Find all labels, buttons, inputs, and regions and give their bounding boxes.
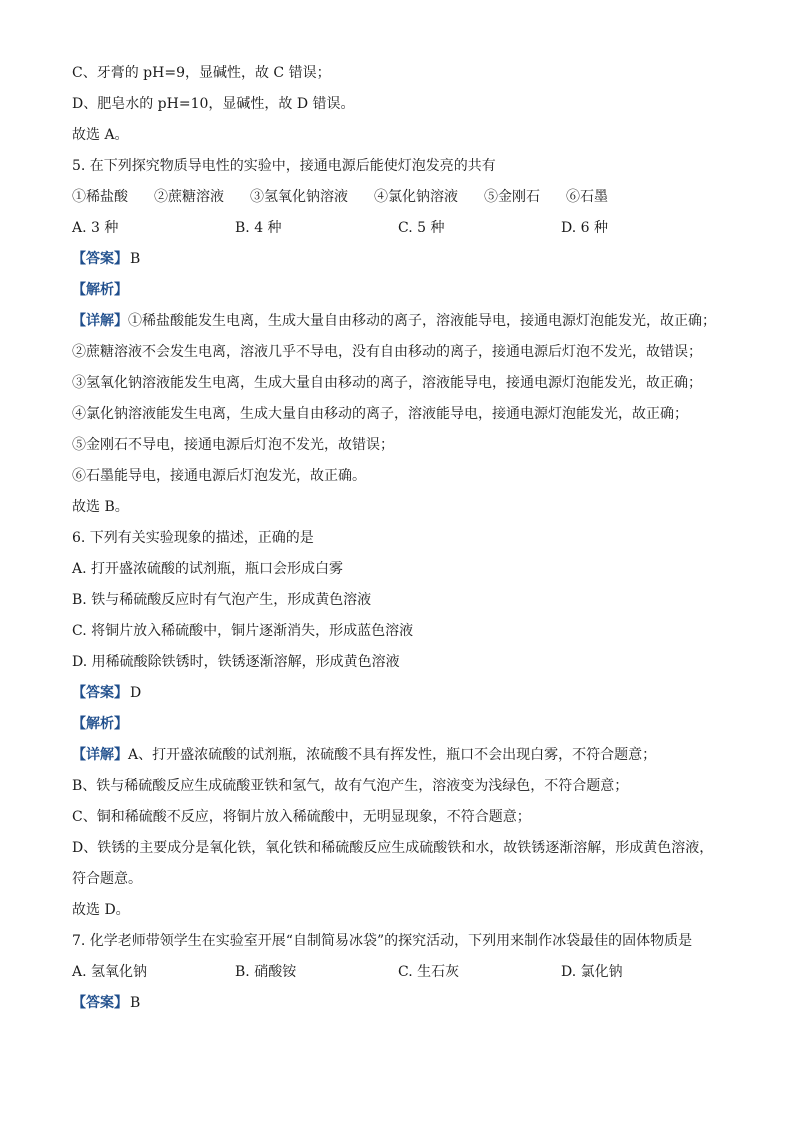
q5-stem: 5. 在下列探究物质导电性的实验中，接通电源后能使灯泡发亮的共有 (72, 158, 496, 174)
q7-option-b: B. 硝酸铵 (235, 964, 297, 980)
q7-option-a: A. 氢氧化钠 (72, 964, 148, 980)
q6-option-c: C. 将铜片放入稀硫酸中，铜片逐渐消失，形成蓝色溶液 (72, 623, 414, 639)
q6-stem: 6. 下列有关实验现象的描述，正确的是 (72, 530, 314, 546)
q5-detail-6: ⑥石墨能导电，接通电源后灯泡发光，故正确。 (72, 468, 366, 484)
q7-option-d: D. 氯化钠 (561, 964, 623, 980)
q7-answer (72, 988, 732, 1019)
q6-detail-4: D、铁锈的主要成分是氧化铁，氧化铁和稀硫酸反应生成硫酸铁和水，故铁锈逐渐溶解，形成黄色溶液， (72, 840, 714, 856)
q6-detail-1 (72, 740, 732, 771)
q5-option-b: B. 4 种 (235, 220, 282, 236)
q5-option-a: A. 3 种 (72, 220, 119, 236)
q7-stem: 7. 化学老师带领学生在实验室开展“自制简易冰袋”的探究活动，下列用来制作冰袋最佳的固体物质是 (72, 933, 693, 949)
q7-answer-tag: 【答案】 (72, 995, 128, 1011)
q6-detail-3: C、铜和稀硫酸不反应，将铜片放入稀硫酸中，无明显现象，不符合题意； (72, 809, 531, 825)
q6-detail-text-1: A、打开盛浓硫酸的试剂瓶，浓硫酸不具有挥发性，瓶口不会出现白雾，不符合题意； (128, 747, 657, 763)
q5-option-c: C. 5 种 (398, 220, 445, 236)
q5-analysis (72, 275, 732, 306)
q5-detail-2: ②蔗糖溶液不会发生电离，溶液几乎不导电，没有自由移动的离子，接通电源后灯泡不发光，故错误； (72, 344, 702, 360)
q5-conclusion: 故选 B。 (72, 499, 129, 515)
q5-items (72, 182, 732, 213)
q5-analysis-tag: 【解析】 (72, 282, 128, 298)
q5-options (72, 213, 732, 244)
q6-detail-5: 符合题意。 (72, 871, 142, 887)
q5-item-6: ⑥石墨 (566, 189, 608, 205)
q5-item-3: ③氢氧化钠溶液 (250, 189, 348, 205)
q5-detail-text-1: ①稀盐酸能发生电离，生成大量自由移动的离子，溶液能导电，接通电源灯泡能发光，故正确； (128, 313, 716, 329)
q7-options (72, 957, 732, 988)
q5-detail-tag: 【详解】 (72, 313, 128, 329)
q4-line-c: C、牙膏的 pH=9，显碱性，故 C 错误； (72, 65, 331, 81)
q5-answer (72, 244, 732, 275)
q6-answer-value: D (130, 685, 142, 701)
q5-detail-1 (72, 306, 732, 337)
q6-answer-tag: 【答案】 (72, 685, 128, 701)
q5-option-d: D. 6 种 (561, 220, 608, 236)
q6-option-b: B. 铁与稀硫酸反应时有气泡产生，形成黄色溶液 (72, 592, 372, 608)
q5-answer-value: B (130, 251, 141, 267)
q6-option-a: A. 打开盛浓硫酸的试剂瓶，瓶口会形成白雾 (72, 561, 344, 577)
q4-line-d: D、肥皂水的 pH=10，显碱性，故 D 错误。 (72, 96, 355, 112)
document-page (72, 58, 732, 1019)
q5-item-1: ①稀盐酸 (72, 189, 128, 205)
q6-analysis-tag: 【解析】 (72, 716, 128, 732)
q5-item-5: ⑤金刚石 (484, 189, 540, 205)
q7-option-c: C. 生石灰 (398, 964, 460, 980)
q5-detail-5: ⑤金刚石不导电，接通电源后灯泡不发光，故错误； (72, 437, 394, 453)
q6-answer (72, 678, 732, 709)
q6-option-d: D. 用稀硫酸除铁锈时，铁锈逐渐溶解，形成黄色溶液 (72, 654, 400, 670)
q5-item-4: ④氯化钠溶液 (374, 189, 458, 205)
q6-analysis (72, 709, 732, 740)
q6-detail-2: B、铁与稀硫酸反应生成硫酸亚铁和氢气，故有气泡产生，溶液变为浅绿色，不符合题意； (72, 778, 629, 794)
q5-answer-tag: 【答案】 (72, 251, 128, 267)
q6-conclusion: 故选 D。 (72, 902, 130, 918)
q7-answer-value: B (130, 995, 141, 1011)
q5-item-2: ②蔗糖溶液 (154, 189, 224, 205)
q5-detail-3: ③氢氧化钠溶液能发生电离，生成大量自由移动的离子，溶液能导电，接通电源灯泡能发光，故正确； (72, 375, 702, 391)
q5-detail-4: ④氯化钠溶液能发生电离，生成大量自由移动的离子，溶液能导电，接通电源灯泡能发光，故正确； (72, 406, 688, 422)
q6-detail-tag: 【详解】 (72, 747, 128, 763)
q4-conclusion: 故选 A。 (72, 127, 129, 143)
